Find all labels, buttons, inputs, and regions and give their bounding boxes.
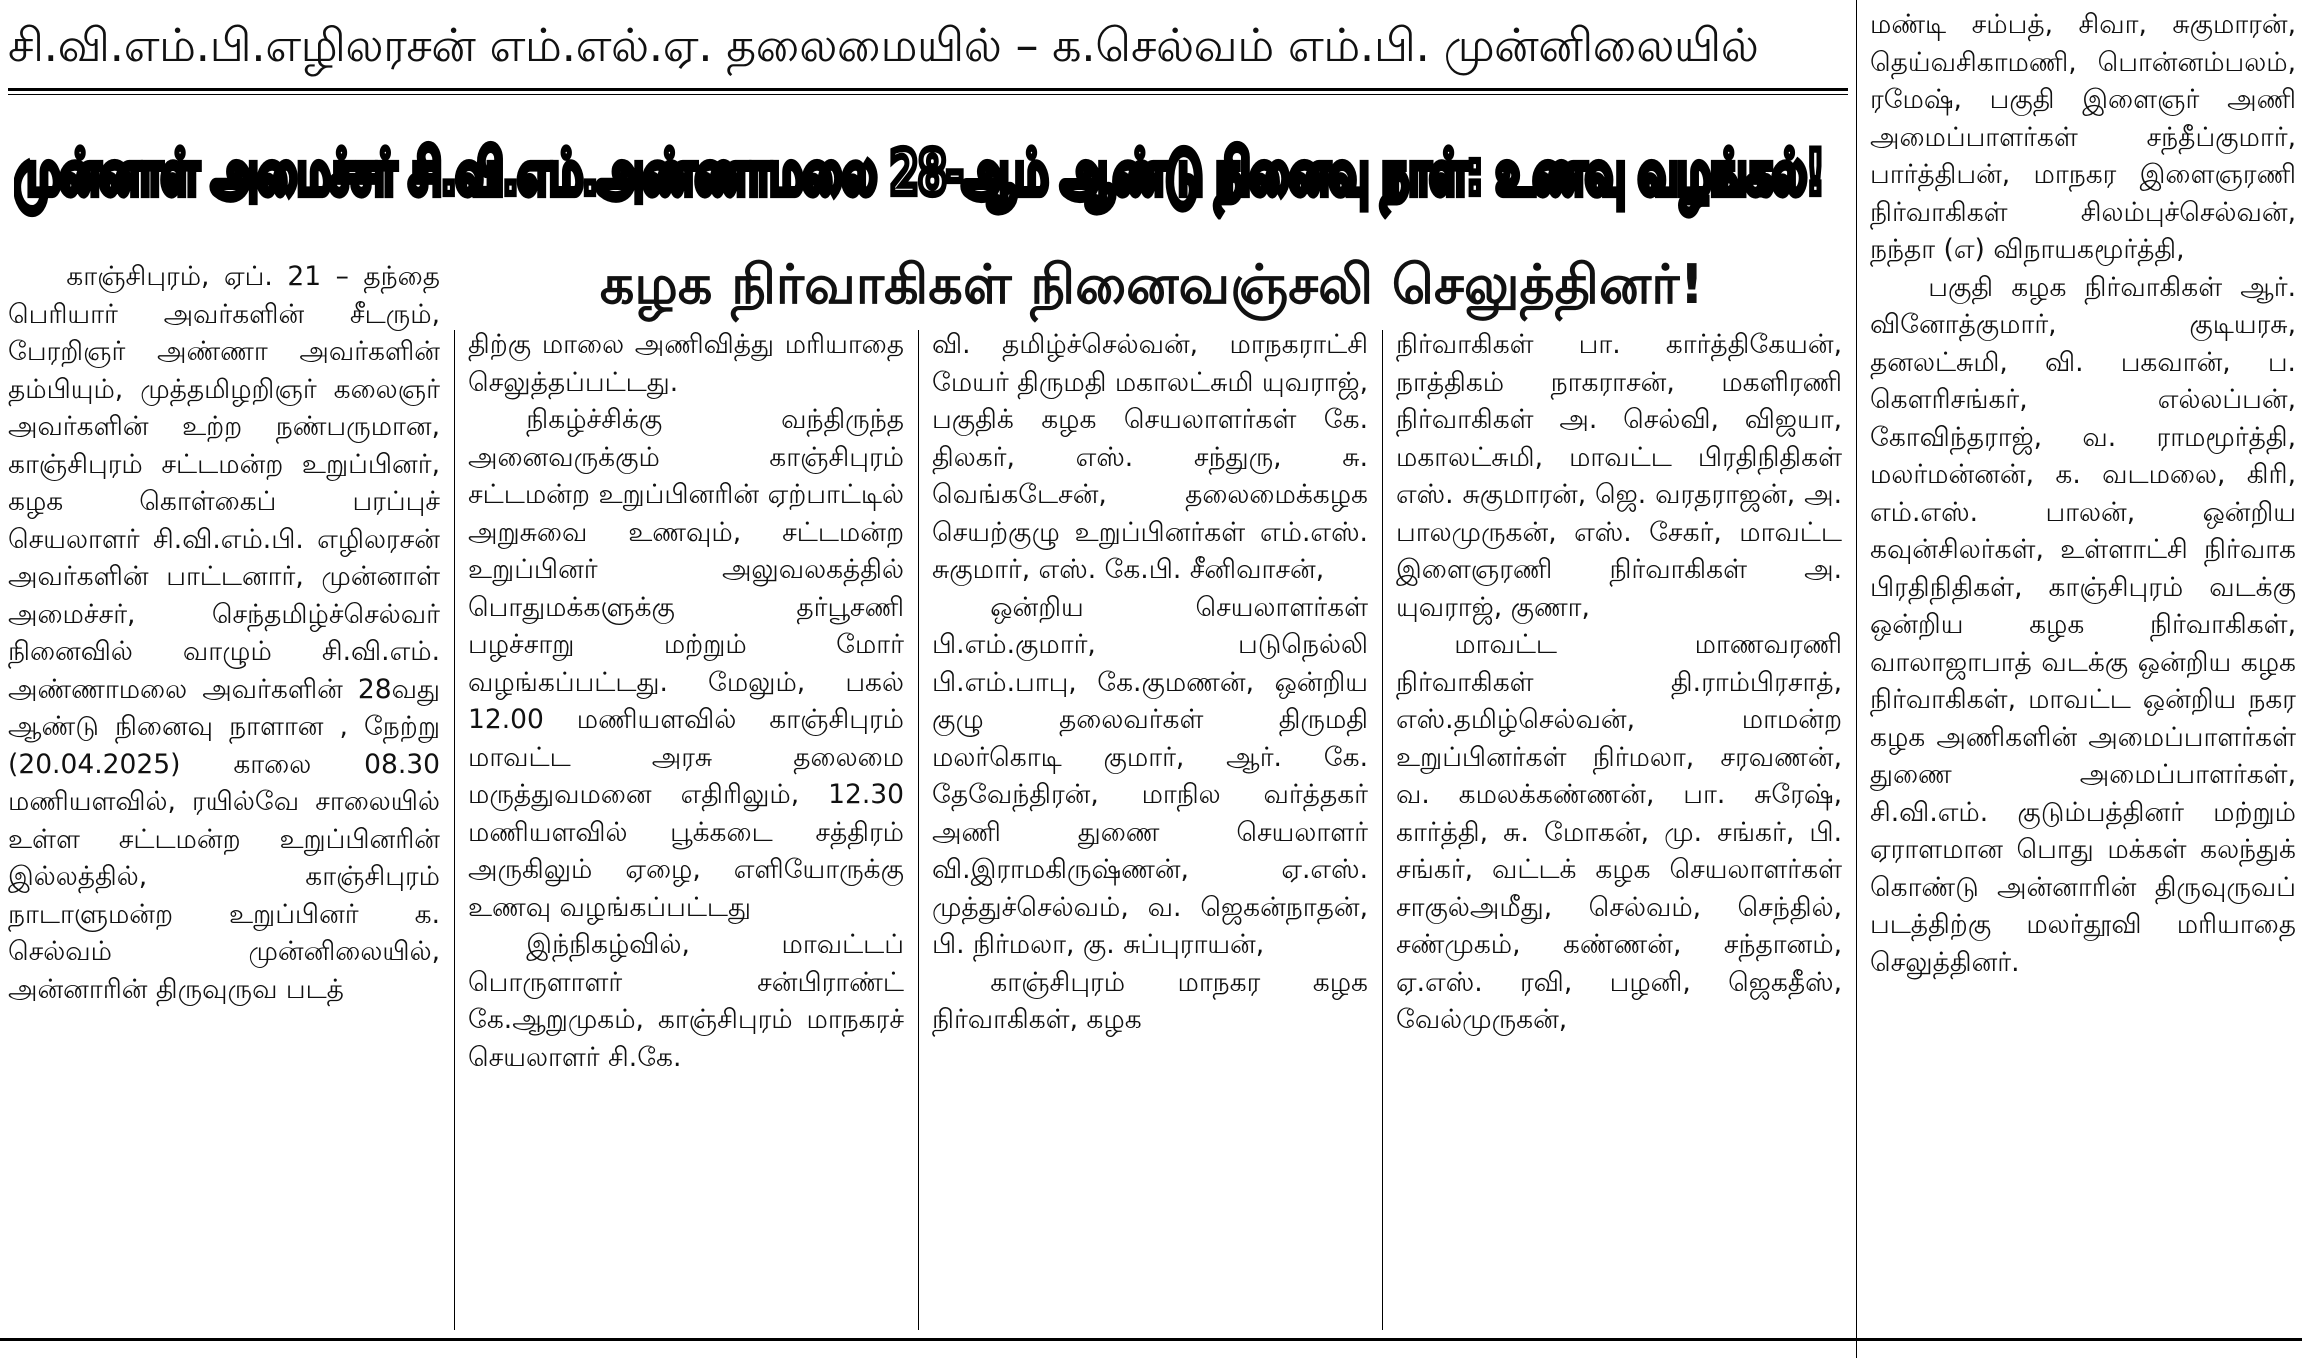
bottom-rule [0, 1338, 2302, 1341]
paragraph: திற்கு மாலை அணிவித்து மரியாதை செலுத்தப்பட்டது. [468, 329, 904, 398]
column-divider [918, 330, 919, 1330]
paragraph: நிகழ்ச்சிக்கு வந்திருந்த அனைவருக்கும் காஞ்சிபுரம் சட்டமன்ற உறுப்பினரின் ஏற்பாட்டில் அறுசுவை உணவும், சட்டமன்ற உறுப்பினர் அலுவலகத்தில் பொதுமக்களுக்கு தர்பூசணி பழச்சாறு மற்றும் மோர் வழங்கப்பட்டது. மேலும், பகல் 12.00 மணியளவில் காஞ்சிபுரம் மாவட்ட அரசு தலைமை மருத்துவமனை எதிரிலும், 12.30 மணியளவில் பூக்கடை சத்திரம் அருகிலும் ஏழை, எளியோருக்கு உணவு வழங்கப்பட்டது [468, 404, 904, 923]
paragraph: பகுதி கழக நிர்வாகிகள் ஆர். வினோத்குமார், குடியரசு, தனலட்சுமி, வி. பகவான், ப. கௌரிசங்கர், எல்லப்பன், கோவிந்தராஜ், வ. ராமமூர்த்தி, மலர்மன்னன், க. வடமலை, கிரி, எம்.எஸ். பாலன், ஒன்றிய கவுன்சிலர்கள், உள்ளாட்சி நிர்வாக பிரதிநிதிகள், காஞ்சிபுரம் வடக்கு ஒன்றிய கழக நிர்வாகிகள், வாலாஜாபாத் வடக்கு ஒன்றிய கழக நிர்வாகிகள், மாவட்ட ஒன்றிய நகர கழக அணிகளின் அமைப்பாளர்கள் துணை அமைப்பாளர்கள், சி.வி.எம். குடும்பத்தினர் மற்றும் ஏராளமான பொது மக்கள் கலந்துக் கொண்டு அன்னாரின் திருவுருவப் படத்திற்கு மலர்தூவி மரியாதை செலுத்தினர். [1870, 271, 2296, 978]
column-divider-main [1856, 0, 1857, 1358]
column-divider [1382, 330, 1383, 1330]
paragraph: ஒன்றிய செயலாளர்கள் பி.எம்.குமார், படுநெல்லி பி.எம்.பாபு, கே.குமணன், ஒன்றிய குழு தலைவர்கள் திருமதி மலர்கொடி குமார், ஆர். கே. தேவேந்திரன், மாநில வர்த்தகர் அணி துணை செயலாளர் வி.இராமகிருஷ்ணன், ஏ.எஸ். முத்துச்செல்வம், வ. ஜெகன்நாதன், பி. நிர்மலா, கு. சுப்புராயன், [932, 591, 1368, 960]
article-column-5 [1870, 6, 2296, 1336]
article-column-2 [468, 326, 904, 1331]
paragraph: காஞ்சிபுரம் மாநகர கழக நிர்வாகிகள், கழக [932, 966, 1368, 1035]
column-divider [454, 330, 455, 1330]
article-column-1 [8, 258, 440, 1328]
kicker-line: சி.வி.எம்.பி.எழிலரசன் எம்.எல்.ஏ. தலைமையில் – க.செல்வம் எம்.பி. முன்னிலையில் [8, 18, 1759, 72]
headline-text: முன்னாள் அமைச்சர் சி.வி.எம்.அண்ணாமலை 28-ஆம் ஆண்டு நினைவு நாள்: உணவு வழங்கல்! [14, 136, 1824, 208]
article-column-4 [1396, 326, 1842, 1331]
header-rule-thin [8, 94, 1848, 95]
paragraph: இந்நிகழ்வில், மாவட்டப் பொருளாளர் சன்பிராண்ட் கே.ஆறுமுகம், காஞ்சிபுரம் மாநகரச் செயலாளர் சி.கே. [468, 929, 904, 1073]
subheadline: கழக நிர்வாகிகள் நினைவஞ்சலி செலுத்தினர்! [599, 253, 1705, 316]
header-rule [8, 88, 1848, 91]
paragraph: மண்டி சம்பத், சிவா, சுகுமாரன், தெய்வசிகாமணி, பொன்னம்பலம், ரமேஷ், பகுதி இளைஞர் அணி அமைப்பாளர்கள் சந்தீப்குமார், பார்த்திபன், மாநகர இளைஞரணி நிர்வாகிகள் சிலம்புச்செல்வன், நந்தா (எ) விநாயகமூர்த்தி, [1870, 9, 2296, 265]
paragraph: நிர்வாகிகள் பா. கார்த்திகேயன், நாத்திகம் நாகராசன், மகளிரணி நிர்வாகிகள் அ. செல்வி, விஜயா, மகாலட்சுமி, மாவட்ட பிரதிநிதிகள் எஸ். சுகுமாரன், ஜெ. வரதராஜன், அ. பாலமுருகன், எஸ். சேகர், மாவட்ட இளைஞரணி நிர்வாகிகள் அ. யுவராஜ், குணா, [1396, 329, 1842, 623]
paragraph: மாவட்ட மாணவரணி நிர்வாகிகள் தி.ராம்பிரசாத், எஸ்.தமிழ்செல்வன், மாமன்ற உறுப்பினர்கள் நிர்மலா, சரவணன், வ. கமலக்கண்ணன், பா. சுரேஷ், கார்த்தி, சு. மோகன், மு. சங்கர், பி. சங்கர், வட்டக் கழக செயலாளர்கள் சாகுல்அமீது, செல்வம், செந்தில், சண்முகம், கண்ணன், சந்தானம், ஏ.எஸ். ரவி, பழனி, ஜெகதீஸ், வேல்முருகன், [1396, 629, 1842, 1035]
paragraph: வி. தமிழ்ச்செல்வன், மாநகராட்சி மேயர் திருமதி மகாலட்சுமி யுவராஜ், பகுதிக் கழக செயலாளர்கள் கே. திலகர், எஸ். சந்துரு, சு. வெங்கடேசன், தலைமைக்கழக செயற்குழு உறுப்பினர்கள் எம்.எஸ். சுகுமார், எஸ். கே.பி. சீனிவாசன், [932, 329, 1368, 585]
paragraph: காஞ்சிபுரம், ஏப். 21 – தந்தை பெரியார் அவர்களின் சீடரும், பேரறிஞர் அண்ணா அவர்களின் தம்பியும், முத்தமிழறிஞர் கலைஞர் அவர்களின் உற்ற நண்பருமான, காஞ்சிபுரம் சட்டமன்ற உறுப்பினர், கழக கொள்கைப் பரப்புச் செயலாளர் சி.வி.எம்.பி. எழிலரசன் அவர்களின் பாட்டனார், முன்னாள் அமைச்சர், செந்தமிழ்ச்செல்வர் நினைவில் வாழும் சி.வி.எம். அண்ணாமலை அவர்களின் 28வது ஆண்டு நினைவு நாளான , நேற்று (20.04.2025) காலை 08.30 மணியளவில், ரயில்வே சாலையில் உள்ள சட்டமன்ற உறுப்பினரின் இல்லத்தில், காஞ்சிபுரம் நாடாளுமன்ற உறுப்பினர் க. செல்வம் முன்னிலையில், அன்னாரின் திருவுருவ படத் [8, 261, 440, 1005]
headline [14, 108, 1844, 238]
article-column-3 [932, 326, 1368, 1331]
